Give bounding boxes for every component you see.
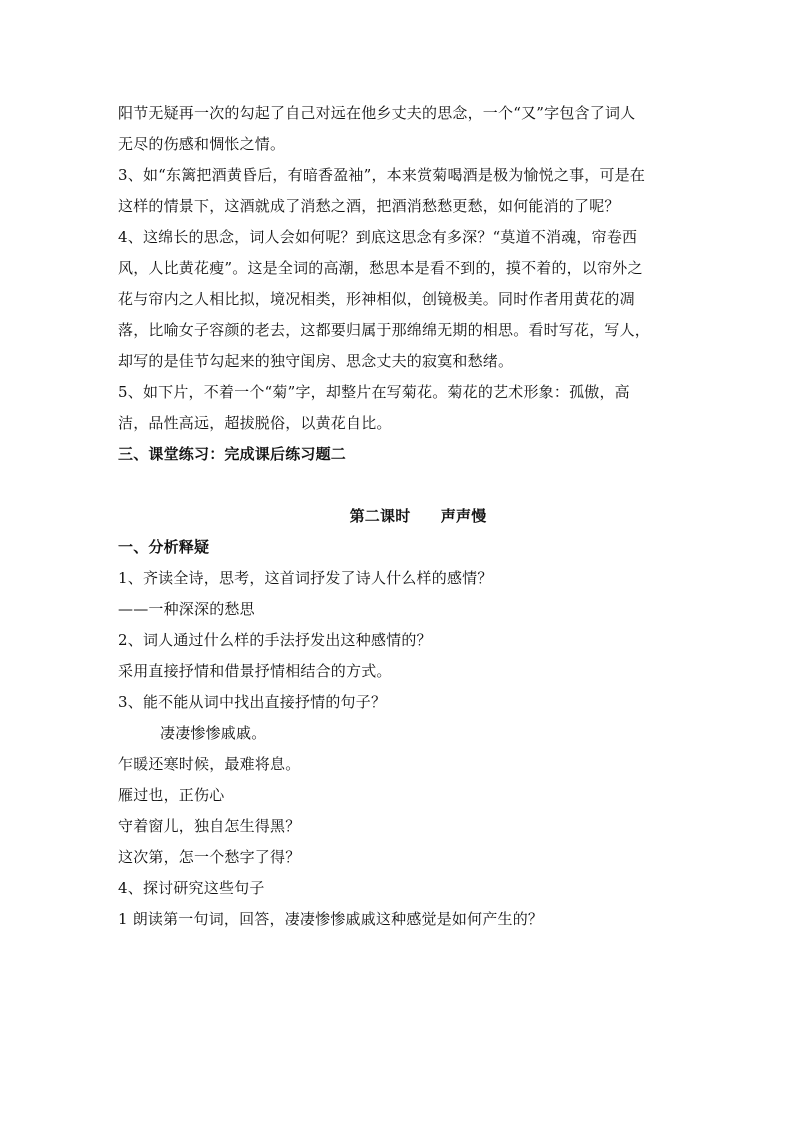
paragraph-line: 这样的情景下，这酒就成了消愁之酒，把酒消愁愁更愁，如何能消的了呢？: [118, 197, 620, 215]
paragraph-line: 无尽的伤感和惆怅之情。: [118, 135, 286, 153]
lesson-title: 第二课时 声声慢: [349, 507, 487, 525]
answer-2: 采用直接抒情和借景抒情相结合的方式。: [118, 662, 392, 680]
question-1: 1、齐读全诗，思考，这首词抒发了诗人什么样的感情？: [118, 569, 493, 587]
paragraph-line: 4、这绵长的思念，词人会如何呢？到底这思念有多深？“莫道不消魂，帘卷西: [118, 228, 638, 246]
quoted-line: 雁过也，正伤心: [118, 786, 225, 804]
question-2: 2、词人通过什么样的手法抒发出这种感情的？: [118, 631, 432, 649]
answer-1: ——一种深深的愁思: [118, 600, 255, 618]
exercise-heading: 三、课堂练习：完成课后练习题二: [118, 445, 347, 463]
paragraph-line: 洁，品性高远，超拔脱俗，以黄花自比。: [118, 414, 392, 432]
quoted-line: 乍暖还寒时候，最难将息。: [118, 755, 301, 773]
paragraph-line: 却写的是佳节勾起来的独守闺房、思念丈夫的寂寞和愁绪。: [118, 352, 514, 370]
paragraph-line: 阳节无疑再一次的勾起了自己对远在他乡丈夫的思念，一个“又”字包含了词人: [118, 104, 636, 122]
quoted-line: 守着窗儿，独自怎生得黑？: [118, 817, 301, 835]
section-heading: 一、分析释疑: [118, 538, 210, 556]
paragraph-line: 花与帘内之人相比拟，境况相类，形神相似，创镜极美。同时作者用黄花的凋: [118, 290, 635, 308]
question-3: 3、能不能从词中找出直接抒情的句子？: [118, 693, 387, 711]
paragraph-line: 3、如“东篱把酒黄昏后，有暗香盈袖”，本来赏菊喝酒是极为愉悦之事，可是在: [118, 166, 646, 184]
question-4-1: 1 朗读第一句词，回答，凄凄惨惨戚戚这种感觉是如何产生的？: [118, 910, 544, 928]
quoted-line: 凄凄惨惨戚戚。: [160, 724, 267, 742]
document-body: [118, 98, 678, 935]
paragraph-line: 5、如下片，不着一个“菊”字，却整片在写菊花。菊花的艺术形象：孤傲，高: [118, 383, 630, 401]
quoted-line: 这次第，怎一个愁字了得？: [118, 848, 301, 866]
spacer: [118, 470, 678, 501]
paragraph-line: 风，人比黄花瘦”。这是全词的高潮，愁思本是看不到的，摸不着的，以帘外之: [118, 259, 643, 277]
question-4: 4、探讨研究这些句子: [118, 879, 265, 897]
paragraph-line: 落，比喻女子容颜的老去，这都要归属于那绵绵无期的相思。看时写花，写人，: [118, 321, 651, 339]
